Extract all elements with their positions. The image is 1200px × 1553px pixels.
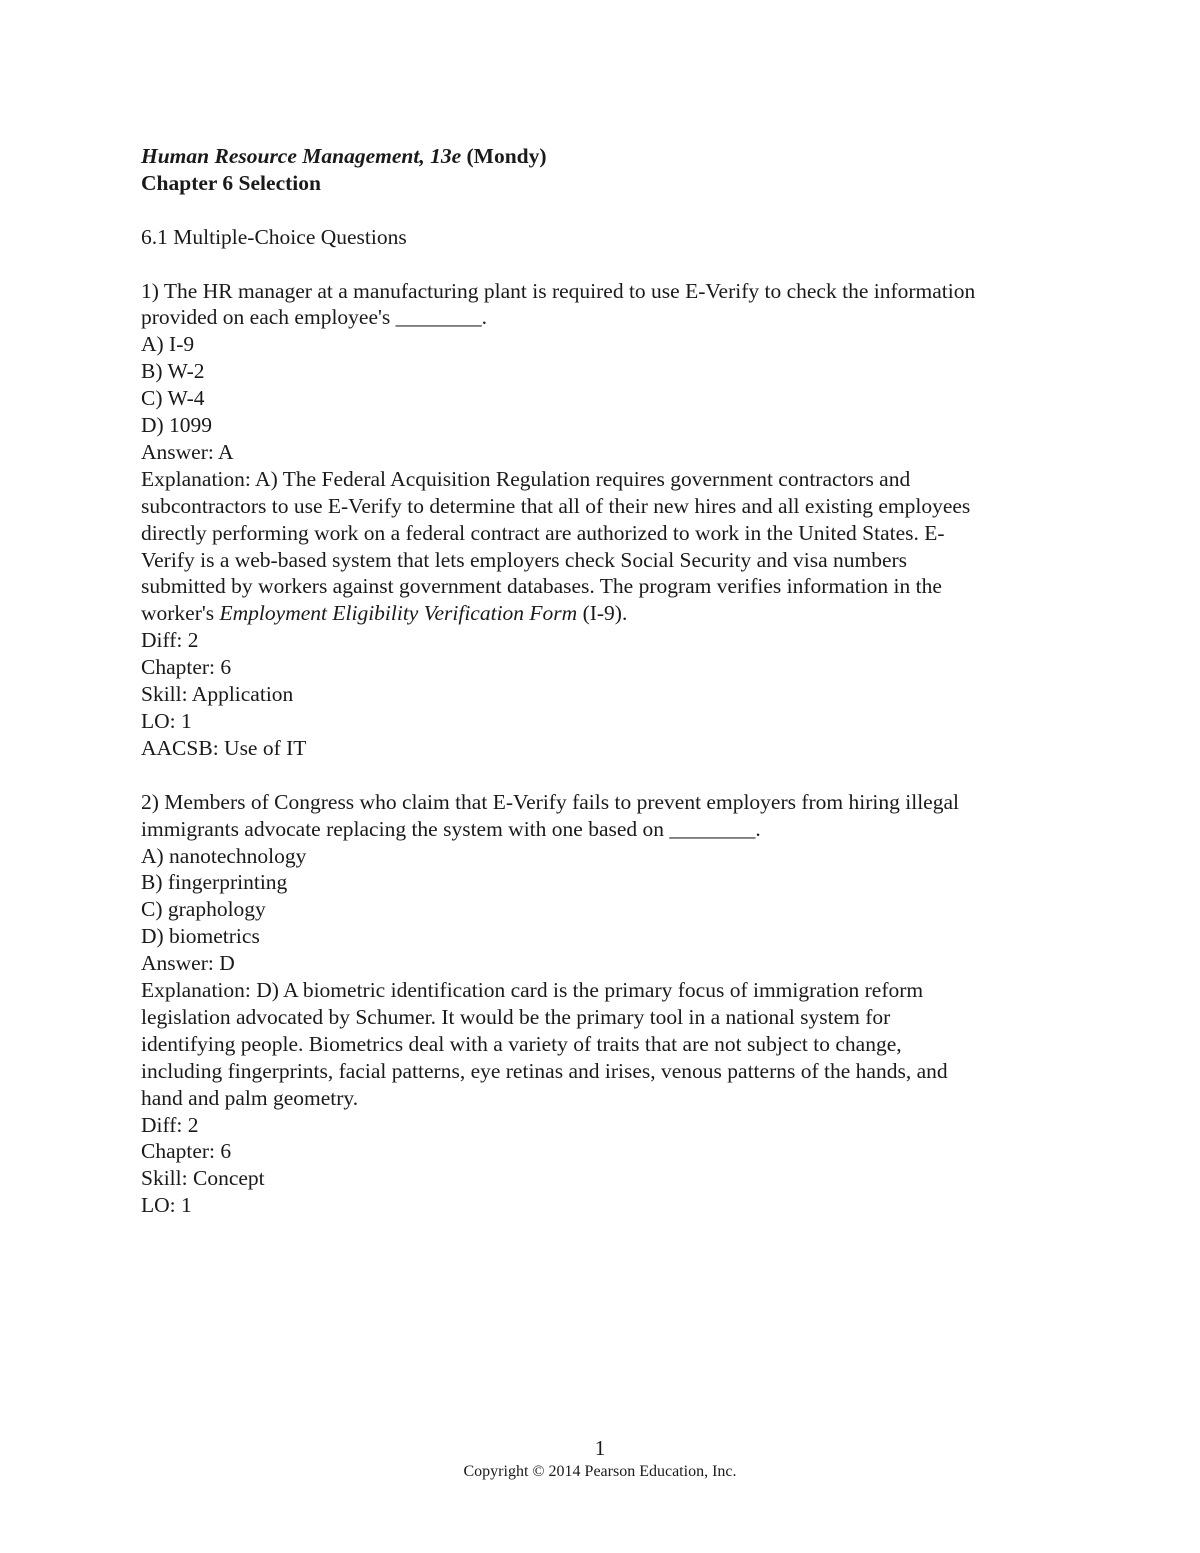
answer-option: C) W-4 — [141, 386, 205, 411]
question-stem-line: immigrants advocate replacing the system with one based on ________. — [141, 816, 761, 841]
question-2 — [141, 789, 1071, 1220]
document-title — [141, 143, 1071, 170]
explanation-text: (I-9). — [577, 601, 628, 626]
question-stem-line: provided on each employee's ________. — [141, 305, 487, 330]
answer-key: Answer: D — [141, 951, 235, 976]
book-author: (Mondy) — [466, 144, 547, 168]
explanation-line: Verify is a web-based system that lets employers check Social Security and visa numbers — [141, 547, 908, 572]
difficulty: Diff: 2 — [141, 628, 199, 653]
chapter-ref: Chapter: 6 — [141, 655, 232, 680]
explanation-line: identifying people. Biometrics deal with a variety of traits that are not subject to change, — [141, 1031, 902, 1056]
skill: Skill: Concept — [141, 1166, 265, 1191]
aacsb: AACSB: Use of IT — [141, 735, 307, 760]
question-stem-line: 2) Members of Congress who claim that E-Verify fails to prevent employers from hiring illegal — [141, 789, 959, 814]
explanation-line: submitted by workers against government databases. The program verifies information in the — [141, 574, 942, 599]
explanation-line: Explanation: D) A biometric identification card is the primary focus of immigration reform — [141, 978, 924, 1003]
explanation-line: directly performing work on a federal contract are authorized to work in the United States. E- — [141, 520, 945, 545]
explanation-line: including fingerprints, facial patterns, eye retinas and irises, venous patterns of the hands, and — [141, 1058, 948, 1083]
explanation-line: legislation advocated by Schumer. It would be the primary tool in a national system for — [141, 1004, 891, 1029]
section-title: 6.1 Multiple-Choice Questions — [141, 224, 407, 249]
answer-option: D) 1099 — [141, 413, 213, 438]
chapter-ref: Chapter: 6 — [141, 1139, 232, 1164]
explanation-line: Explanation: A) The Federal Acquisition Regulation requires government contractors and — [141, 466, 911, 491]
question-1 — [141, 278, 1071, 762]
answer-option: A) I-9 — [141, 332, 195, 357]
book-title: Human Resource Management, 13e — [141, 144, 462, 168]
skill: Skill: Application — [141, 682, 294, 707]
explanation-text: worker's — [141, 601, 220, 626]
answer-option: A) nanotechnology — [141, 843, 307, 868]
difficulty: Diff: 2 — [141, 1112, 199, 1137]
page-number: 1 — [594, 1436, 606, 1460]
chapter-heading: Chapter 6 Selection — [141, 170, 321, 195]
answer-option: D) biometrics — [141, 924, 260, 949]
question-stem-line: 1) The HR manager at a manufacturing plant is required to use E-Verify to check the information — [141, 278, 976, 303]
page-content — [141, 143, 1071, 1219]
explanation-line: hand and palm geometry. — [141, 1085, 359, 1110]
answer-key: Answer: A — [141, 439, 234, 464]
learning-objective: LO: 1 — [141, 1193, 192, 1218]
answer-option: B) fingerprinting — [141, 870, 288, 895]
explanation-line: subcontractors to use E-Verify to determine that all of their new hires and all existing employees — [141, 493, 971, 518]
answer-option: C) graphology — [141, 897, 266, 922]
learning-objective: LO: 1 — [141, 709, 192, 733]
copyright-notice: Copyright © 2014 Pearson Education, Inc. — [463, 1463, 737, 1480]
answer-option: B) W-2 — [141, 359, 205, 384]
explanation-line — [141, 600, 1071, 627]
form-name: Employment Eligibility Verification Form — [219, 601, 578, 626]
